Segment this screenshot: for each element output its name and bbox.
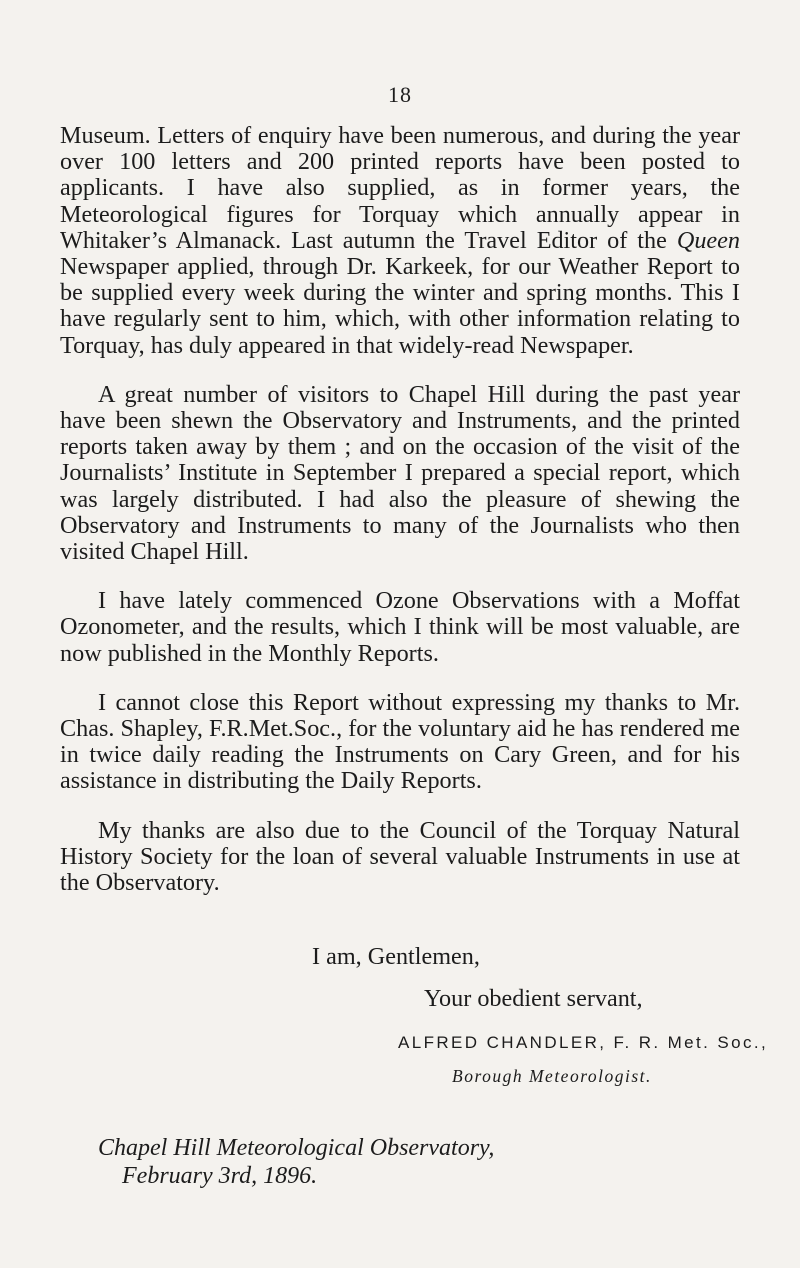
paragraph-ozone: I have lately commenced Ozone Observations with a Moffat Ozonometer, and the results, which I think will be most valuable, are now published in the Monthly Reports. [60, 587, 740, 667]
letter-body [60, 123, 740, 896]
paragraph-thanks-shapley: I cannot close this Report without expressing my thanks to Mr. Chas. Shapley, F.R.Met.Soc., for the voluntary aid he has rendered me in twice daily reading the Instruments on Cary Green, and for his assistance in distributing the Daily Reports. [60, 688, 740, 795]
newspaper-title: Queen [676, 226, 740, 254]
signature: ALFRED CHANDLER, F. R. Met. Soc., [398, 1033, 769, 1052]
paragraph-visitors: A great number of visitors to Chapel Hill during the past year have been shewn the Observatory and Instruments, and the printed reports taken away by them ; and on the occasion of the visit of the Journalists’ Institute in September I prepared a special report, which was largely distributed. I had also the pleasure of shewing the Observatory and Instruments to many of the Journalists who then visited Chapel Hill. [60, 380, 740, 566]
dateline-date: February 3rd, 1896. [122, 1163, 318, 1189]
paragraph-text: Newspaper applied, through Dr. Karkeek, for our Weather Report to be supplied every week during the winter and spring months. This I have regularly sent to him, which, with other information relating to Torquay, has duly appeared in that widely-read Newspaper. [60, 253, 740, 359]
salutation: I am, Gentlemen, [312, 943, 480, 970]
paragraph-museum-letters [60, 123, 740, 359]
signatory-role: Borough Meteorologist. [452, 1066, 652, 1086]
paragraph-thanks-council: My thanks are also due to the Council of the Torquay Natural History Society for the loan of several valuable Instruments in use at the Observatory. [60, 816, 740, 897]
valediction: Your obedient servant, [424, 985, 643, 1012]
dateline-place: Chapel Hill Meteorological Observatory, [98, 1135, 495, 1161]
page-number: 18 [388, 82, 412, 107]
paragraph-text: Museum. Letters of enquiry have been numerous, and during the year over 100 letters and 200 printed reports have been posted to applicants. I have also supplied, as in former years, the Meteorological figures for Torquay which annually appear in Whitaker’s Almanack. Last autumn the Travel Editor of the [60, 122, 740, 254]
